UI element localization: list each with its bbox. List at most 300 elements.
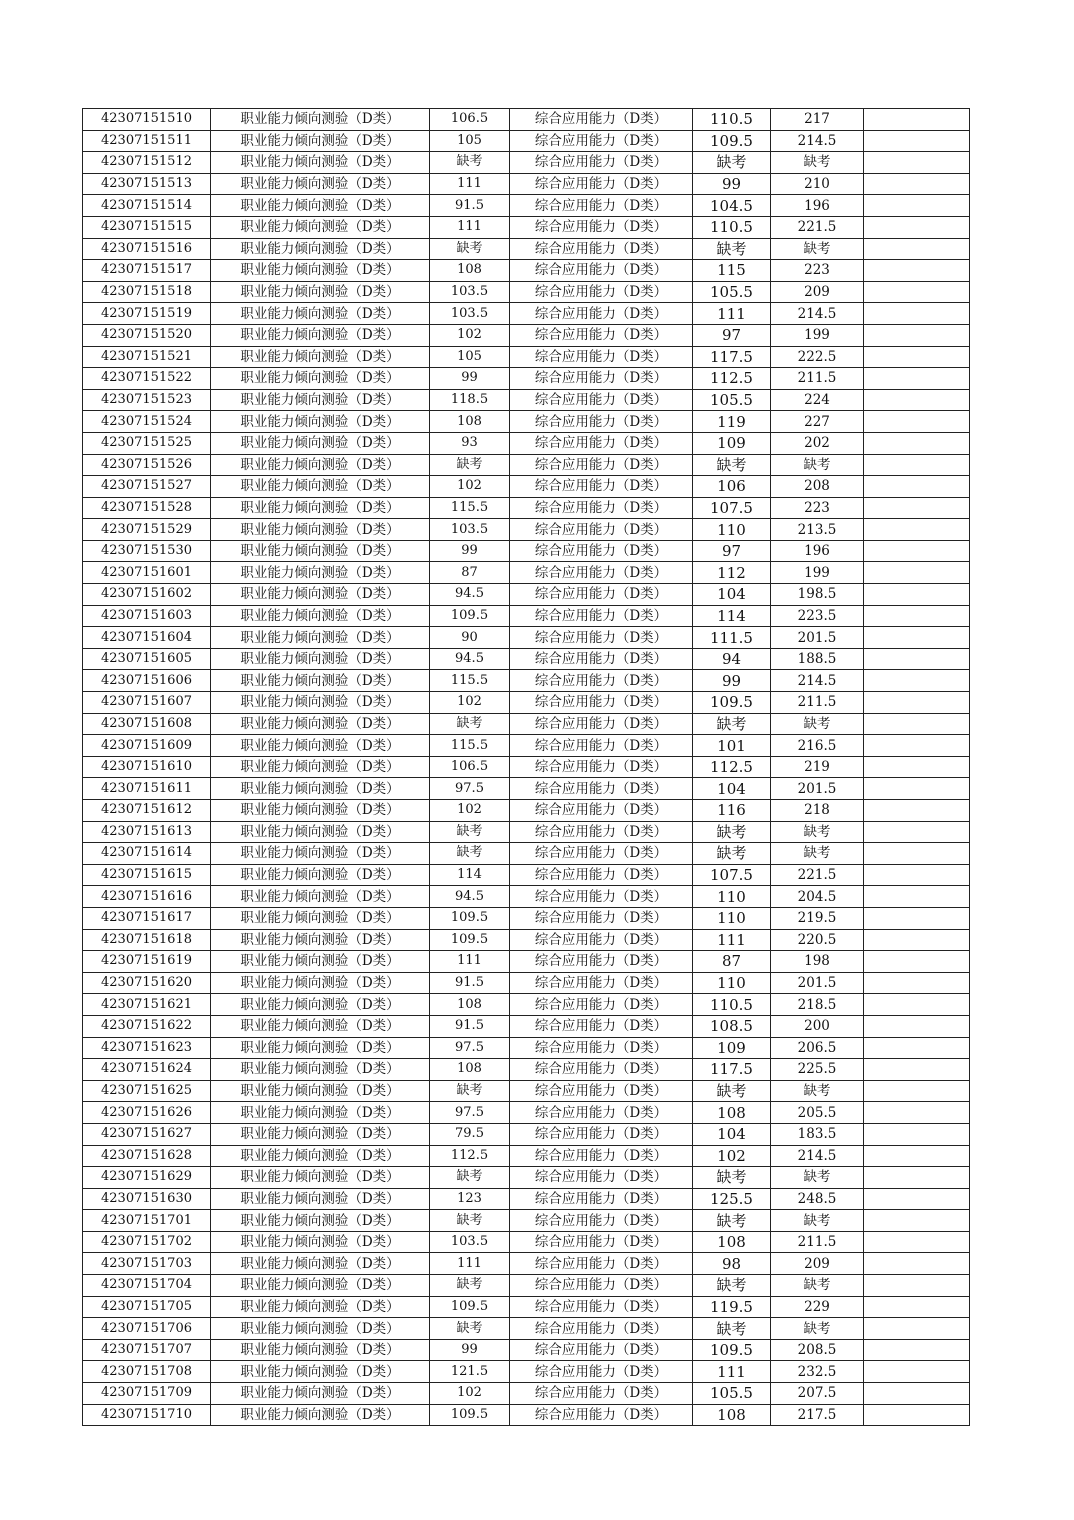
candidate-id-cell: 42307151608 <box>83 713 211 735</box>
subject1-cell: 职业能力倾向测验（D类） <box>211 389 430 411</box>
score2-cell: 缺考 <box>693 1167 771 1189</box>
candidate-id-cell: 42307151525 <box>83 432 211 454</box>
score2-cell: 110 <box>693 519 771 541</box>
note-cell <box>864 1037 970 1059</box>
subject1-cell: 职业能力倾向测验（D类） <box>211 778 430 800</box>
candidate-id-cell: 42307151610 <box>83 756 211 778</box>
table-row <box>83 109 970 131</box>
note-cell <box>864 1404 970 1426</box>
score2-cell: 缺考 <box>693 1275 771 1297</box>
total-score-cell: 214.5 <box>771 303 864 325</box>
candidate-id-cell: 42307151521 <box>83 346 211 368</box>
score2-cell: 108 <box>693 1102 771 1124</box>
score1-cell: 93 <box>430 432 510 454</box>
candidate-id-cell: 42307151629 <box>83 1167 211 1189</box>
subject1-cell: 职业能力倾向测验（D类） <box>211 670 430 692</box>
note-cell <box>864 1188 970 1210</box>
score2-cell: 104 <box>693 778 771 800</box>
total-score-cell: 248.5 <box>771 1188 864 1210</box>
score1-cell: 缺考 <box>430 1210 510 1232</box>
note-cell <box>864 994 970 1016</box>
subject1-cell: 职业能力倾向测验（D类） <box>211 519 430 541</box>
subject2-cell: 综合应用能力（D类） <box>510 389 693 411</box>
total-score-cell: 202 <box>771 432 864 454</box>
total-score-cell: 219 <box>771 756 864 778</box>
score1-cell: 缺考 <box>430 1080 510 1102</box>
subject2-cell: 综合应用能力（D类） <box>510 800 693 822</box>
score1-cell: 105 <box>430 130 510 152</box>
table-row <box>83 152 970 174</box>
score1-cell: 97.5 <box>430 778 510 800</box>
note-cell <box>864 929 970 951</box>
score2-cell: 112.5 <box>693 756 771 778</box>
subject1-cell: 职业能力倾向测验（D类） <box>211 864 430 886</box>
candidate-id-cell: 42307151524 <box>83 411 211 433</box>
note-cell <box>864 1383 970 1405</box>
subject2-cell: 综合应用能力（D类） <box>510 1275 693 1297</box>
subject2-cell: 综合应用能力（D类） <box>510 130 693 152</box>
table-row <box>83 195 970 217</box>
candidate-id-cell: 42307151526 <box>83 454 211 476</box>
total-score-cell: 204.5 <box>771 886 864 908</box>
score2-cell: 110 <box>693 972 771 994</box>
total-score-cell: 206.5 <box>771 1037 864 1059</box>
total-score-cell: 217 <box>771 109 864 131</box>
score1-cell: 91.5 <box>430 972 510 994</box>
subject2-cell: 综合应用能力（D类） <box>510 1015 693 1037</box>
subject2-cell: 综合应用能力（D类） <box>510 173 693 195</box>
note-cell <box>864 1253 970 1275</box>
total-score-cell: 183.5 <box>771 1123 864 1145</box>
subject2-cell: 综合应用能力（D类） <box>510 1145 693 1167</box>
table-row <box>83 778 970 800</box>
candidate-id-cell: 42307151617 <box>83 907 211 929</box>
subject2-cell: 综合应用能力（D类） <box>510 994 693 1016</box>
note-cell <box>864 346 970 368</box>
total-score-cell: 227 <box>771 411 864 433</box>
total-score-cell: 缺考 <box>771 1210 864 1232</box>
subject2-cell: 综合应用能力（D类） <box>510 713 693 735</box>
note-cell <box>864 1123 970 1145</box>
score1-cell: 90 <box>430 627 510 649</box>
score2-cell: 117.5 <box>693 346 771 368</box>
note-cell <box>864 281 970 303</box>
table-row <box>83 1296 970 1318</box>
candidate-id-cell: 42307151528 <box>83 497 211 519</box>
candidate-id-cell: 42307151517 <box>83 260 211 282</box>
score1-cell: 111 <box>430 1253 510 1275</box>
score1-cell: 102 <box>430 476 510 498</box>
candidate-id-cell: 42307151527 <box>83 476 211 498</box>
note-cell <box>864 562 970 584</box>
score1-cell: 缺考 <box>430 821 510 843</box>
note-cell <box>864 324 970 346</box>
candidate-id-cell: 42307151619 <box>83 951 211 973</box>
total-score-cell: 201.5 <box>771 627 864 649</box>
candidate-id-cell: 42307151627 <box>83 1123 211 1145</box>
total-score-cell: 211.5 <box>771 368 864 390</box>
score2-cell: 87 <box>693 951 771 973</box>
score1-cell: 106.5 <box>430 756 510 778</box>
table-row <box>83 994 970 1016</box>
score2-cell: 98 <box>693 1253 771 1275</box>
table-row <box>83 562 970 584</box>
candidate-id-cell: 42307151518 <box>83 281 211 303</box>
score1-cell: 102 <box>430 800 510 822</box>
candidate-id-cell: 42307151706 <box>83 1318 211 1340</box>
candidate-id-cell: 42307151708 <box>83 1361 211 1383</box>
score1-cell: 109.5 <box>430 1296 510 1318</box>
candidate-id-cell: 42307151609 <box>83 735 211 757</box>
subject2-cell: 综合应用能力（D类） <box>510 152 693 174</box>
total-score-cell: 缺考 <box>771 821 864 843</box>
subject1-cell: 职业能力倾向测验（D类） <box>211 886 430 908</box>
table-row <box>83 1037 970 1059</box>
note-cell <box>864 584 970 606</box>
score1-cell: 缺考 <box>430 454 510 476</box>
subject1-cell: 职业能力倾向测验（D类） <box>211 1339 430 1361</box>
subject2-cell: 综合应用能力（D类） <box>510 929 693 951</box>
subject2-cell: 综合应用能力（D类） <box>510 1404 693 1426</box>
score1-cell: 91.5 <box>430 195 510 217</box>
subject2-cell: 综合应用能力（D类） <box>510 735 693 757</box>
score2-cell: 缺考 <box>693 238 771 260</box>
score2-cell: 缺考 <box>693 843 771 865</box>
total-score-cell: 缺考 <box>771 1275 864 1297</box>
total-score-cell: 214.5 <box>771 130 864 152</box>
score1-cell: 99 <box>430 1339 510 1361</box>
candidate-id-cell: 42307151603 <box>83 605 211 627</box>
total-score-cell: 缺考 <box>771 1167 864 1189</box>
total-score-cell: 205.5 <box>771 1102 864 1124</box>
total-score-cell: 201.5 <box>771 972 864 994</box>
score2-cell: 117.5 <box>693 1059 771 1081</box>
table-row <box>83 692 970 714</box>
note-cell <box>864 1059 970 1081</box>
table-row <box>83 1404 970 1426</box>
table-row <box>83 303 970 325</box>
candidate-id-cell: 42307151630 <box>83 1188 211 1210</box>
score1-cell: 111 <box>430 173 510 195</box>
candidate-id-cell: 42307151615 <box>83 864 211 886</box>
table-row <box>83 411 970 433</box>
total-score-cell: 223 <box>771 497 864 519</box>
table-row <box>83 1123 970 1145</box>
table-row <box>83 519 970 541</box>
note-cell <box>864 735 970 757</box>
candidate-id-cell: 42307151703 <box>83 1253 211 1275</box>
total-score-cell: 缺考 <box>771 843 864 865</box>
subject1-cell: 职业能力倾向测验（D类） <box>211 735 430 757</box>
total-score-cell: 216.5 <box>771 735 864 757</box>
total-score-cell: 217.5 <box>771 1404 864 1426</box>
score1-cell: 94.5 <box>430 648 510 670</box>
note-cell <box>864 1080 970 1102</box>
score2-cell: 111 <box>693 1361 771 1383</box>
score2-cell: 缺考 <box>693 1318 771 1340</box>
candidate-id-cell: 42307151707 <box>83 1339 211 1361</box>
candidate-id-cell: 42307151701 <box>83 1210 211 1232</box>
note-cell <box>864 130 970 152</box>
subject1-cell: 职业能力倾向测验（D类） <box>211 821 430 843</box>
subject1-cell: 职业能力倾向测验（D类） <box>211 1210 430 1232</box>
total-score-cell: 199 <box>771 324 864 346</box>
score2-cell: 缺考 <box>693 713 771 735</box>
subject2-cell: 综合应用能力（D类） <box>510 454 693 476</box>
subject2-cell: 综合应用能力（D类） <box>510 1253 693 1275</box>
candidate-id-cell: 42307151530 <box>83 540 211 562</box>
candidate-id-cell: 42307151510 <box>83 109 211 131</box>
score1-cell: 123 <box>430 1188 510 1210</box>
total-score-cell: 214.5 <box>771 1145 864 1167</box>
score1-cell: 103.5 <box>430 303 510 325</box>
subject2-cell: 综合应用能力（D类） <box>510 1296 693 1318</box>
note-cell <box>864 1275 970 1297</box>
score2-cell: 99 <box>693 173 771 195</box>
note-cell <box>864 907 970 929</box>
subject2-cell: 综合应用能力（D类） <box>510 907 693 929</box>
score2-cell: 105.5 <box>693 1383 771 1405</box>
score1-cell: 111 <box>430 216 510 238</box>
table-row <box>83 756 970 778</box>
subject1-cell: 职业能力倾向测验（D类） <box>211 1404 430 1426</box>
subject1-cell: 职业能力倾向测验（D类） <box>211 584 430 606</box>
subject2-cell: 综合应用能力（D类） <box>510 238 693 260</box>
candidate-id-cell: 42307151516 <box>83 238 211 260</box>
table-row <box>83 584 970 606</box>
score2-cell: 109 <box>693 1037 771 1059</box>
candidate-id-cell: 42307151623 <box>83 1037 211 1059</box>
candidate-id-cell: 42307151602 <box>83 584 211 606</box>
subject2-cell: 综合应用能力（D类） <box>510 821 693 843</box>
subject1-cell: 职业能力倾向测验（D类） <box>211 1361 430 1383</box>
subject2-cell: 综合应用能力（D类） <box>510 303 693 325</box>
subject2-cell: 综合应用能力（D类） <box>510 1339 693 1361</box>
subject1-cell: 职业能力倾向测验（D类） <box>211 173 430 195</box>
score2-cell: 111 <box>693 929 771 951</box>
table-row <box>83 130 970 152</box>
note-cell <box>864 627 970 649</box>
subject2-cell: 综合应用能力（D类） <box>510 864 693 886</box>
score1-cell: 99 <box>430 368 510 390</box>
score2-cell: 97 <box>693 324 771 346</box>
subject1-cell: 职业能力倾向测验（D类） <box>211 432 430 454</box>
table-row <box>83 476 970 498</box>
subject1-cell: 职业能力倾向测验（D类） <box>211 648 430 670</box>
note-cell <box>864 454 970 476</box>
subject2-cell: 综合应用能力（D类） <box>510 778 693 800</box>
score2-cell: 104 <box>693 584 771 606</box>
total-score-cell: 198.5 <box>771 584 864 606</box>
table-row <box>83 929 970 951</box>
score2-cell: 109.5 <box>693 692 771 714</box>
subject1-cell: 职业能力倾向测验（D类） <box>211 1188 430 1210</box>
candidate-id-cell: 42307151523 <box>83 389 211 411</box>
candidate-id-cell: 42307151613 <box>83 821 211 843</box>
score2-cell: 111.5 <box>693 627 771 649</box>
score2-cell: 119.5 <box>693 1296 771 1318</box>
table-row <box>83 972 970 994</box>
table-row <box>83 1102 970 1124</box>
subject2-cell: 综合应用能力（D类） <box>510 346 693 368</box>
score2-cell: 119 <box>693 411 771 433</box>
table-row <box>83 951 970 973</box>
subject1-cell: 职业能力倾向测验（D类） <box>211 303 430 325</box>
subject1-cell: 职业能力倾向测验（D类） <box>211 152 430 174</box>
score1-cell: 94.5 <box>430 584 510 606</box>
note-cell <box>864 648 970 670</box>
note-cell <box>864 778 970 800</box>
table-row <box>83 886 970 908</box>
score1-cell: 94.5 <box>430 886 510 908</box>
subject2-cell: 综合应用能力（D类） <box>510 670 693 692</box>
score1-cell: 106.5 <box>430 109 510 131</box>
note-cell <box>864 864 970 886</box>
table-row <box>83 713 970 735</box>
score1-cell: 115.5 <box>430 735 510 757</box>
subject2-cell: 综合应用能力（D类） <box>510 1123 693 1145</box>
candidate-id-cell: 42307151513 <box>83 173 211 195</box>
total-score-cell: 211.5 <box>771 1231 864 1253</box>
subject1-cell: 职业能力倾向测验（D类） <box>211 994 430 1016</box>
note-cell <box>864 1210 970 1232</box>
subject1-cell: 职业能力倾向测验（D类） <box>211 1253 430 1275</box>
subject2-cell: 综合应用能力（D类） <box>510 411 693 433</box>
table-row <box>83 1318 970 1340</box>
note-cell <box>864 1145 970 1167</box>
table-row <box>83 389 970 411</box>
subject2-cell: 综合应用能力（D类） <box>510 1080 693 1102</box>
total-score-cell: 214.5 <box>771 670 864 692</box>
subject1-cell: 职业能力倾向测验（D类） <box>211 713 430 735</box>
note-cell <box>864 1361 970 1383</box>
score2-cell: 112 <box>693 562 771 584</box>
table-row <box>83 821 970 843</box>
candidate-id-cell: 42307151702 <box>83 1231 211 1253</box>
score2-cell: 110 <box>693 886 771 908</box>
table-row <box>83 216 970 238</box>
note-cell <box>864 756 970 778</box>
score2-cell: 109.5 <box>693 1339 771 1361</box>
table-row <box>83 540 970 562</box>
note-cell <box>864 519 970 541</box>
score1-cell: 91.5 <box>430 1015 510 1037</box>
subject1-cell: 职业能力倾向测验（D类） <box>211 1037 430 1059</box>
subject1-cell: 职业能力倾向测验（D类） <box>211 929 430 951</box>
note-cell <box>864 476 970 498</box>
score2-cell: 106 <box>693 476 771 498</box>
total-score-cell: 缺考 <box>771 1080 864 1102</box>
score2-cell: 99 <box>693 670 771 692</box>
table-row <box>83 432 970 454</box>
table-row <box>83 1015 970 1037</box>
candidate-id-cell: 42307151709 <box>83 1383 211 1405</box>
score2-cell: 缺考 <box>693 821 771 843</box>
note-cell <box>864 216 970 238</box>
candidate-id-cell: 42307151621 <box>83 994 211 1016</box>
candidate-id-cell: 42307151529 <box>83 519 211 541</box>
note-cell <box>864 432 970 454</box>
candidate-id-cell: 42307151519 <box>83 303 211 325</box>
candidate-id-cell: 42307151705 <box>83 1296 211 1318</box>
note-cell <box>864 260 970 282</box>
score1-cell: 缺考 <box>430 152 510 174</box>
total-score-cell: 232.5 <box>771 1361 864 1383</box>
score1-cell: 87 <box>430 562 510 584</box>
total-score-cell: 213.5 <box>771 519 864 541</box>
total-score-cell: 221.5 <box>771 864 864 886</box>
note-cell <box>864 411 970 433</box>
candidate-id-cell: 42307151626 <box>83 1102 211 1124</box>
subject1-cell: 职业能力倾向测验（D类） <box>211 562 430 584</box>
score1-cell: 102 <box>430 324 510 346</box>
score2-cell: 缺考 <box>693 1080 771 1102</box>
score2-cell: 110.5 <box>693 994 771 1016</box>
score2-cell: 102 <box>693 1145 771 1167</box>
candidate-id-cell: 42307151515 <box>83 216 211 238</box>
table-row <box>83 907 970 929</box>
subject2-cell: 综合应用能力（D类） <box>510 195 693 217</box>
table-row <box>83 1059 970 1081</box>
candidate-id-cell: 42307151605 <box>83 648 211 670</box>
subject1-cell: 职业能力倾向测验（D类） <box>211 756 430 778</box>
note-cell <box>864 1102 970 1124</box>
score1-cell: 103.5 <box>430 519 510 541</box>
score1-cell: 103.5 <box>430 1231 510 1253</box>
total-score-cell: 220.5 <box>771 929 864 951</box>
score1-cell: 108 <box>430 411 510 433</box>
score1-cell: 缺考 <box>430 1318 510 1340</box>
candidate-id-cell: 42307151601 <box>83 562 211 584</box>
score1-cell: 121.5 <box>430 1361 510 1383</box>
subject2-cell: 综合应用能力（D类） <box>510 886 693 908</box>
score1-cell: 108 <box>430 994 510 1016</box>
total-score-cell: 缺考 <box>771 1318 864 1340</box>
score2-cell: 104 <box>693 1123 771 1145</box>
subject1-cell: 职业能力倾向测验（D类） <box>211 454 430 476</box>
score2-cell: 104.5 <box>693 195 771 217</box>
score1-cell: 97.5 <box>430 1102 510 1124</box>
subject1-cell: 职业能力倾向测验（D类） <box>211 907 430 929</box>
subject2-cell: 综合应用能力（D类） <box>510 1037 693 1059</box>
subject2-cell: 综合应用能力（D类） <box>510 951 693 973</box>
total-score-cell: 208 <box>771 476 864 498</box>
table-row <box>83 173 970 195</box>
subject1-cell: 职业能力倾向测验（D类） <box>211 1102 430 1124</box>
table-row <box>83 735 970 757</box>
score2-cell: 101 <box>693 735 771 757</box>
note-cell <box>864 173 970 195</box>
subject2-cell: 综合应用能力（D类） <box>510 627 693 649</box>
table-row <box>83 1361 970 1383</box>
score2-cell: 105.5 <box>693 389 771 411</box>
table-row <box>83 281 970 303</box>
score2-cell: 108.5 <box>693 1015 771 1037</box>
subject2-cell: 综合应用能力（D类） <box>510 281 693 303</box>
candidate-id-cell: 42307151522 <box>83 368 211 390</box>
subject2-cell: 综合应用能力（D类） <box>510 109 693 131</box>
table-row <box>83 648 970 670</box>
score1-cell: 109.5 <box>430 1404 510 1426</box>
note-cell <box>864 972 970 994</box>
subject2-cell: 综合应用能力（D类） <box>510 519 693 541</box>
subject2-cell: 综合应用能力（D类） <box>510 692 693 714</box>
subject2-cell: 综合应用能力（D类） <box>510 540 693 562</box>
score1-cell: 114 <box>430 864 510 886</box>
note-cell <box>864 238 970 260</box>
score1-cell: 102 <box>430 692 510 714</box>
subject1-cell: 职业能力倾向测验（D类） <box>211 605 430 627</box>
